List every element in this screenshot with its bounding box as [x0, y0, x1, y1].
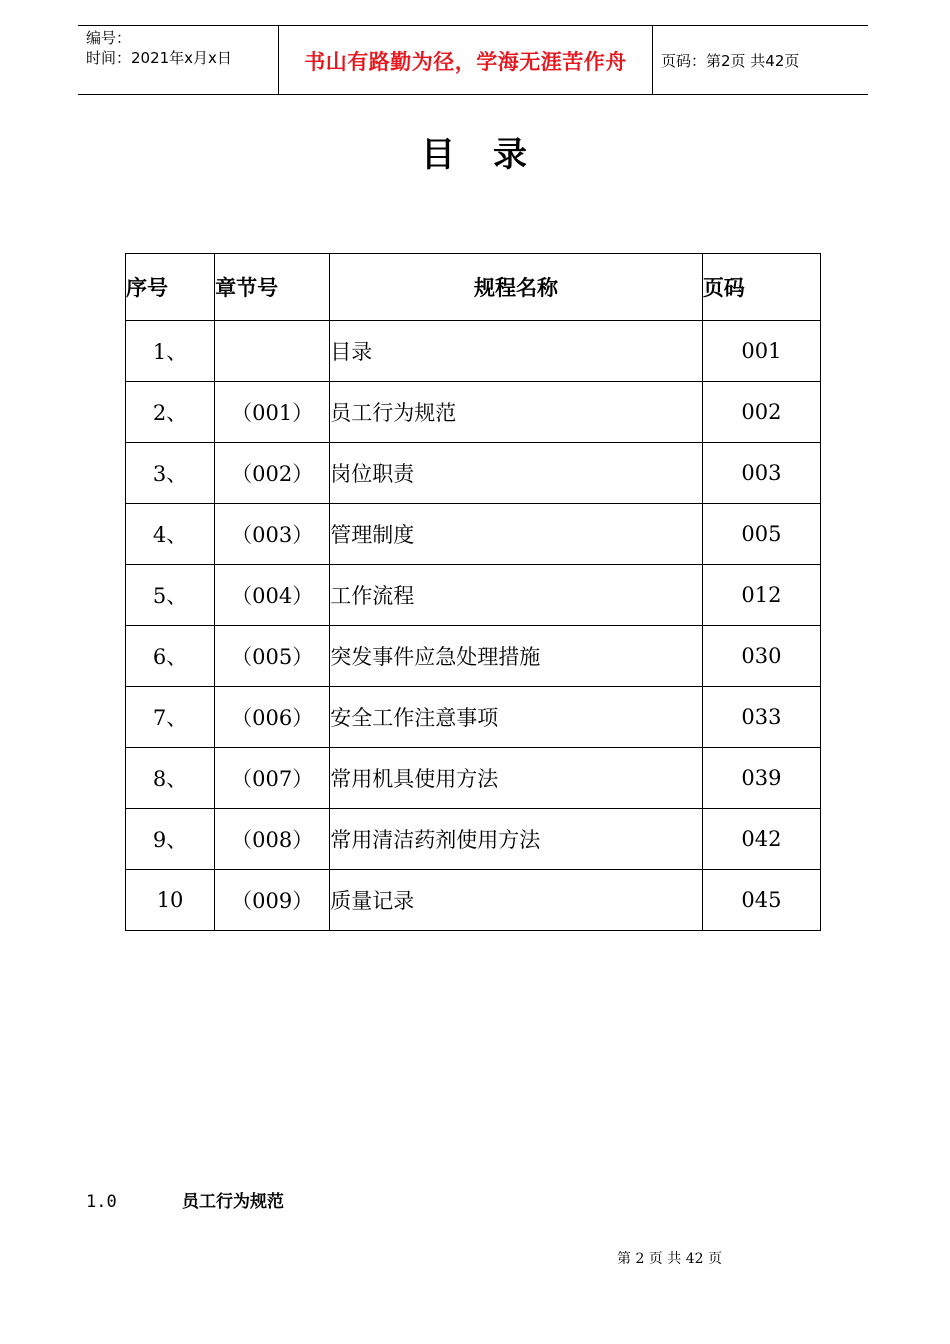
row-number: 4、 — [126, 504, 215, 565]
section-title: 员工行为规范 — [182, 1192, 284, 1212]
row-chapter: （009） — [215, 870, 330, 931]
row-number: 7、 — [126, 687, 215, 748]
col-header-no: 序号 — [126, 254, 215, 321]
row-page: 033 — [702, 687, 820, 748]
row-name: 常用清洁药剂使用方法 — [330, 809, 703, 870]
row-name: 岗位职责 — [330, 443, 703, 504]
row-chapter: （008） — [215, 809, 330, 870]
table-row — [126, 626, 821, 687]
row-chapter: （003） — [215, 504, 330, 565]
row-number: 8、 — [126, 748, 215, 809]
row-name: 突发事件应急处理措施 — [330, 626, 703, 687]
row-chapter — [215, 321, 330, 382]
table-row — [126, 321, 821, 382]
row-page: 030 — [702, 626, 820, 687]
row-number: 10 — [126, 870, 215, 931]
row-page: 045 — [702, 870, 820, 931]
toc-body — [126, 321, 821, 931]
row-name: 目录 — [330, 321, 703, 382]
row-page: 012 — [702, 565, 820, 626]
section-heading — [86, 1187, 284, 1212]
row-name: 管理制度 — [330, 504, 703, 565]
table-row — [126, 687, 821, 748]
header-page-cell — [652, 26, 868, 94]
row-page: 001 — [702, 321, 820, 382]
row-name: 员工行为规范 — [330, 382, 703, 443]
col-header-chapter: 章节号 — [215, 254, 330, 321]
row-number: 3、 — [126, 443, 215, 504]
page-footer: 第 2 页 共 42 页 — [617, 1251, 722, 1267]
table-row — [126, 565, 821, 626]
table-row — [126, 809, 821, 870]
col-header-name: 规程名称 — [330, 254, 703, 321]
table-row — [126, 504, 821, 565]
row-number: 9、 — [126, 809, 215, 870]
row-page: 005 — [702, 504, 820, 565]
row-number: 6、 — [126, 626, 215, 687]
toc-header-row — [126, 254, 821, 321]
row-page: 002 — [702, 382, 820, 443]
row-name: 质量记录 — [330, 870, 703, 931]
page-title: 目 录 — [421, 135, 529, 175]
row-chapter: （002） — [215, 443, 330, 504]
row-page: 003 — [702, 443, 820, 504]
table-row — [126, 748, 821, 809]
section-number: 1.0 — [86, 1192, 117, 1212]
header-motto-cell — [278, 26, 653, 94]
header-motto: 书山有路勤为径，学海无涯苦作舟 — [304, 49, 627, 74]
row-number: 5、 — [126, 565, 215, 626]
row-chapter: （007） — [215, 748, 330, 809]
table-row — [126, 382, 821, 443]
row-chapter: （005） — [215, 626, 330, 687]
page-header — [78, 25, 868, 95]
table-row — [126, 870, 821, 931]
row-number: 1、 — [126, 321, 215, 382]
row-chapter: （004） — [215, 565, 330, 626]
row-name: 安全工作注意事项 — [330, 687, 703, 748]
doc-number-label: 编号： — [86, 29, 132, 47]
row-page: 039 — [702, 748, 820, 809]
col-header-page: 页码 — [702, 254, 820, 321]
row-page: 042 — [702, 809, 820, 870]
row-name: 工作流程 — [330, 565, 703, 626]
row-chapter: （001） — [215, 382, 330, 443]
row-name: 常用机具使用方法 — [330, 748, 703, 809]
table-row — [126, 443, 821, 504]
row-chapter: （006） — [215, 687, 330, 748]
row-number: 2、 — [126, 382, 215, 443]
header-meta-cell — [78, 26, 278, 94]
header-page-info: 页码：第2页 共42页 — [661, 52, 800, 70]
doc-time-label: 时间：2021年x月x日 — [86, 49, 232, 67]
toc-table — [125, 253, 821, 931]
